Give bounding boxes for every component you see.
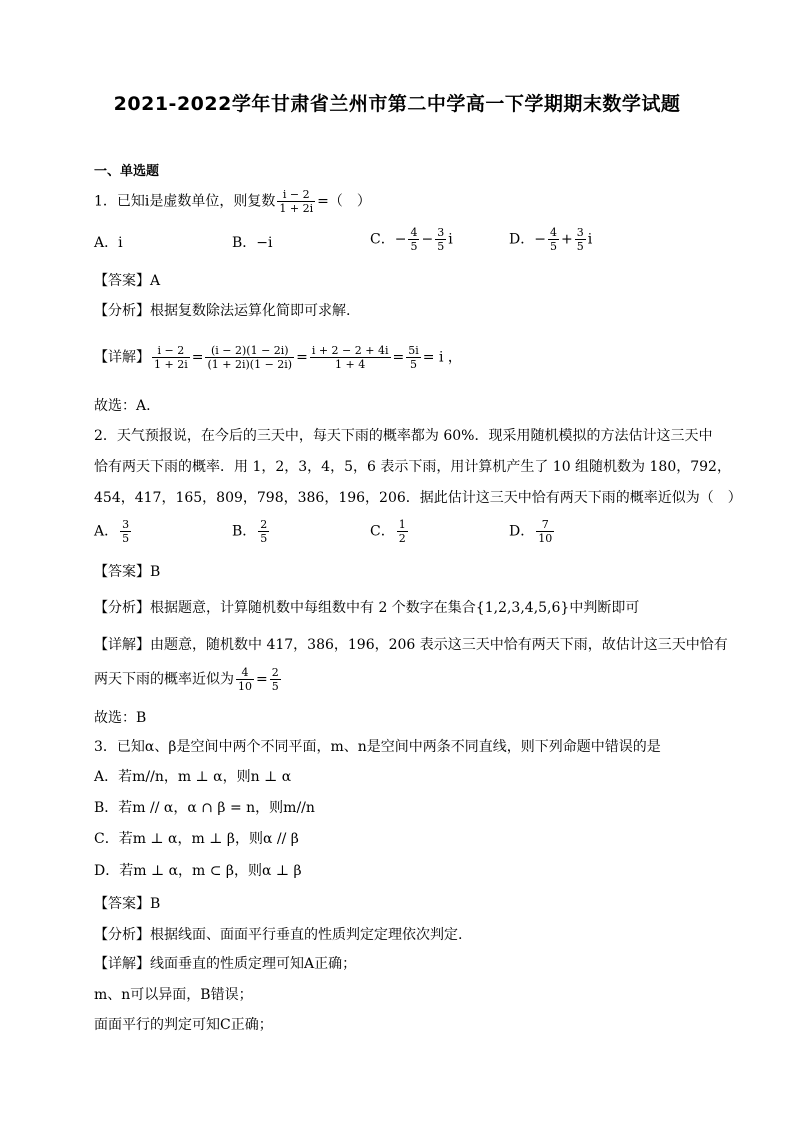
answer-tag: 【答案】 (94, 896, 150, 912)
q1-option-c-op: − (421, 231, 434, 248)
q1-option-c-prefix: C．− (370, 231, 407, 248)
frac-den: 5 (410, 240, 418, 253)
frac-num: 2 (260, 518, 268, 531)
frac-num: (i − 2)(1 − 2i) (205, 344, 294, 358)
q3-detail-line-1 (94, 955, 356, 973)
answer-tag: 【答案】 (94, 273, 150, 289)
q1-detail (94, 344, 462, 371)
q1-answer (94, 272, 160, 290)
q1-analysis (94, 302, 350, 320)
q1-detail-frac3 (310, 344, 391, 371)
q1-option-d-op: + (560, 231, 573, 248)
frac-den: 5 (260, 532, 268, 545)
q3-stem: 3．已知α、β是空间中两个不同平面，m、n是空间中两条不同直线，则下列命题中错误的是 (94, 739, 661, 755)
q2-stem-line-3: 454，417，165，809，798，386，196，206．据此估计这三天中恰有两天下雨的概率近似为（ ） (94, 490, 742, 506)
frac-den: 1 + 4 (335, 358, 366, 371)
q2-choose: 故选：B (94, 710, 147, 726)
frac-den: 5 (410, 358, 417, 371)
q1-stem-text: 1．已知i是虚数单位，则复数 (94, 193, 276, 210)
frac-num: 4 (236, 666, 254, 680)
frac-den: 5 (437, 240, 445, 253)
q2-detail-frac2 (270, 666, 281, 693)
frac-num: 1 (398, 518, 406, 531)
frac-num: 3 (437, 226, 445, 239)
q2-stem-line-1: 2．天气预报说，在今后的三天中，每天下雨的概率都为 60%．现采用随机模拟的方法估计这三天中 (94, 428, 713, 444)
frac-den: 2 (398, 532, 406, 545)
frac-den: 1 + 2i (154, 358, 188, 371)
option-label: D． (509, 523, 535, 540)
q2-option-c (370, 518, 410, 545)
option-frac (258, 518, 269, 545)
option-frac (536, 518, 554, 545)
q2-detail-line-1 (94, 636, 728, 654)
frac-num: 4 (549, 226, 557, 239)
option-label: B． (232, 523, 257, 540)
frac-den: 5 (271, 680, 279, 693)
detail-tag: 【详解】 (94, 637, 150, 653)
q3-detail-line-3: 面面平行的判定可知C正确； (94, 1017, 273, 1033)
frac-den: 10 (538, 532, 553, 545)
q3-option-d: D．若m ⊥ α，m ⊂ β，则α ⊥ β (94, 863, 302, 879)
answer-value: B (150, 564, 161, 580)
q1-option-c-suffix: i (448, 231, 453, 248)
analysis-text: 根据题意，计算随机数中每组数中有 2 个数字在集合{1,2,3,4,5,6}中判断即可 (150, 600, 640, 616)
q2-detail-line-2 (94, 666, 283, 693)
frac-num: 3 (576, 226, 584, 239)
frac-den: 5 (122, 532, 130, 545)
option-label: C． (370, 523, 395, 540)
q1-frac-num: i − 2 (277, 188, 315, 202)
q3-option-b: B．若m // α，α ∩ β = n，则m//n (94, 800, 315, 816)
answer-value: A (150, 273, 161, 289)
q1-option-d-frac1 (548, 226, 559, 253)
q2-detail-frac1 (236, 666, 254, 693)
q1-detail-frac1 (152, 344, 190, 371)
detail-text: 两天下雨的概率近似为 (94, 671, 234, 688)
q1-detail-frac2 (205, 344, 294, 371)
frac-den: 5 (549, 240, 557, 253)
q1-detail-end: = i ， (422, 349, 462, 366)
option-frac (397, 518, 408, 545)
detail-text: 由题意，随机数中 417，386，196，206 表示这三天中恰有两天下雨，故估计这三天中恰有 (150, 637, 728, 653)
detail-text: 线面垂直的性质定理可知A正确； (150, 956, 357, 972)
analysis-tag: 【分析】 (94, 927, 150, 943)
detail-tag: 【详解】 (94, 956, 150, 972)
q1-option-d-frac2 (575, 226, 586, 253)
q2-option-b (232, 518, 271, 545)
q1-frac-den: 1 + 2i (279, 202, 314, 215)
option-frac (120, 518, 131, 545)
analysis-text: 根据复数除法运算化简即可求解. (150, 303, 351, 319)
q2-option-d (509, 518, 556, 545)
equals-sign: = (191, 349, 204, 366)
frac-num: i − 2 (152, 344, 190, 358)
frac-den: (1 + 2i)(1 − 2i) (207, 358, 293, 371)
frac-num: 3 (122, 518, 130, 531)
q1-fraction (277, 188, 315, 215)
equals-sign: = (392, 349, 405, 366)
q1-option-d (509, 226, 592, 253)
q1-option-a: A．i (94, 235, 123, 251)
q3-answer (94, 895, 160, 913)
frac-num: 4 (410, 226, 418, 239)
q1-option-b: B．−i (232, 235, 273, 251)
frac-num: 5i (408, 344, 419, 357)
answer-value: B (150, 896, 161, 912)
q1-option-d-suffix: i (587, 231, 593, 248)
analysis-text: 根据线面、面面平行垂直的性质判定定理依次判定. (150, 927, 463, 943)
analysis-tag: 【分析】 (94, 303, 150, 319)
q2-answer (94, 563, 160, 581)
page-title: 2021-2022学年甘肃省兰州市第二中学高一下学期期末数学试题 (113, 93, 681, 115)
q1-choose: 故选：A. (94, 398, 151, 414)
q1-stem-end: =（ ） (317, 193, 371, 210)
answer-tag: 【答案】 (94, 564, 150, 580)
q3-option-a: A．若m//n，m ⊥ α，则n ⊥ α (94, 769, 292, 785)
frac-den: 10 (238, 680, 252, 693)
q3-detail-line-2: m、n可以异面，B错误； (94, 987, 253, 1003)
q3-analysis (94, 926, 462, 944)
q1-option-c-frac1 (408, 226, 419, 253)
equals-sign: = (296, 349, 308, 366)
section-heading: 一、单选题 (94, 164, 160, 179)
frac-num: 7 (536, 518, 554, 532)
q1-option-c-frac2 (435, 226, 446, 253)
q1-option-c (370, 226, 453, 253)
frac-num: 2 (271, 666, 279, 679)
q1-detail-frac4 (406, 344, 421, 371)
question-1-stem (94, 188, 371, 215)
equals-sign: = (256, 671, 268, 688)
option-label: A． (94, 523, 119, 540)
q2-option-a (94, 518, 133, 545)
frac-den: 5 (576, 240, 584, 253)
detail-tag: 【详解】 (94, 349, 150, 366)
q2-stem-line-2: 恰有两天下雨的概率．用 1，2，3，4，5，6 表示下雨，用计算机产生了 10 组随机数为 180，792， (94, 459, 731, 475)
frac-num: i + 2 − 2 + 4i (311, 344, 389, 357)
analysis-tag: 【分析】 (94, 600, 150, 616)
q3-option-c: C．若m ⊥ α，m ⊥ β，则α // β (94, 831, 299, 847)
q2-analysis (94, 599, 639, 617)
q1-option-d-prefix: D．− (509, 231, 546, 248)
